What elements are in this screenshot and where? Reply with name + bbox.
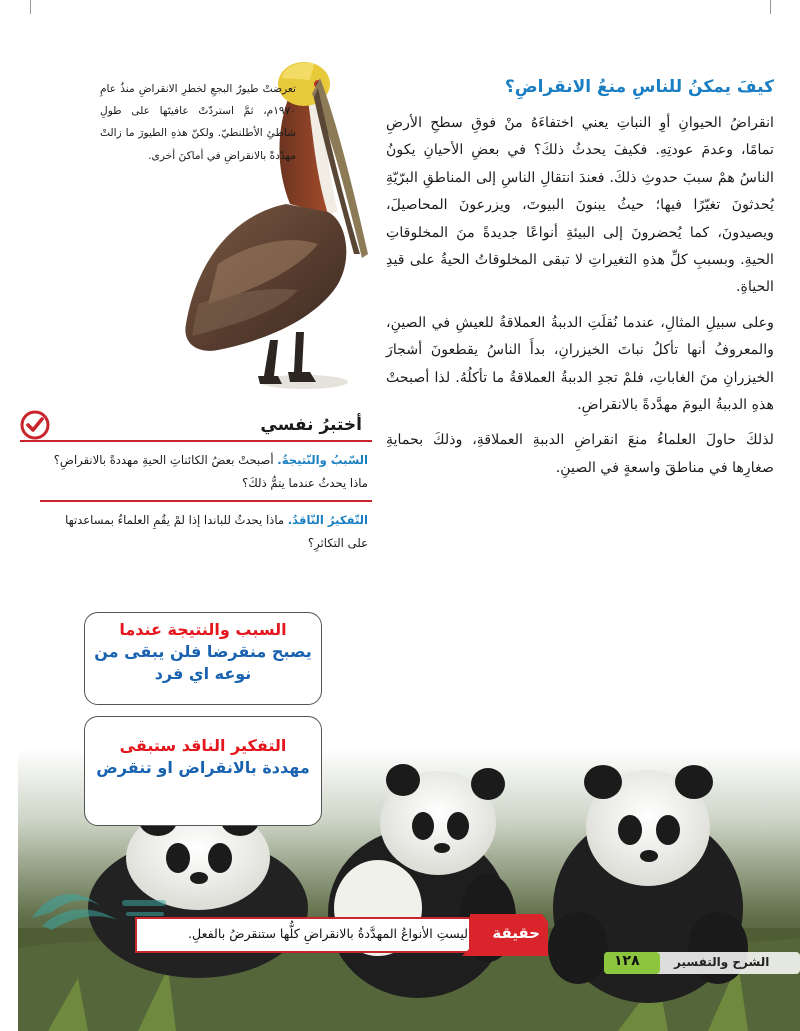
- crop-mark-left: [30, 0, 31, 14]
- question-cause-effect: [20, 442, 372, 500]
- question-2-label: التّفكيرُ النّاقدُ.: [287, 513, 368, 527]
- fact-label: حقيقة: [492, 924, 540, 942]
- article-paragraph-3: لذلكَ حاولَ العلماءُ منعَ انقراضِ الدببةِ العملاقةِ، وذلكَ بحمايةِ صغارِها في مناطقَ واسعةٍ في الصينِ.: [386, 432, 774, 476]
- answer-2-text: مهددة بالانقراض او تنقرض: [96, 758, 310, 777]
- page-footer: [604, 952, 800, 974]
- question-1-label: السّببُ والنّتيجةُ.: [277, 453, 368, 467]
- article-title: كيفَ يمكنُ للناسِ منعُ الانقراضِ؟: [504, 77, 774, 97]
- answer-box-critical-thinking: [84, 716, 322, 826]
- crop-mark-right: [770, 0, 771, 14]
- main-article: [386, 74, 774, 482]
- fact-banner: [132, 914, 548, 956]
- page-number: ١٢٨: [614, 953, 640, 969]
- self-check-title: أختبرُ نفسي: [260, 415, 362, 435]
- answer-box-cause-effect: [84, 612, 322, 705]
- question-critical-thinking: [20, 502, 372, 560]
- article-paragraph-2: وعلى سبيلِ المثالِ، عندما نُقلَتِ الدببةُ العملاقةُ للعيشِ في الصينِ، والمعروفُ أنها تأكلُ نباتَ الخيزرانِ، بدأَ الناسُ يقطعونَ أشجارَ الخيزرانِ منَ الغاباتِ، فلمْ تجدِ الدببةُ العملاقةُ ما تأكلُهُ. لذا أصبحتْ هذهِ الدببةُ اليومَ مهدَّدةً بالانقراضِ.: [386, 314, 774, 414]
- pelican-caption: تعرضتْ طيورُ البجعِ لخطرِ الانقراضِ منذُ عامِ ١٩٧٠م، ثمَّ استردّتْ عافيتَها على طولِ شاطئِ الأطلنطيّ. ولكنّ هذهِ الطيورَ ما زالتْ مهدّدةً بالانقراضِ في أماكنَ أخرى.: [100, 83, 296, 162]
- self-check-header: [20, 410, 372, 442]
- article-paragraph-1: انقراضُ الحيوانِ أوِ النباتِ يعني اختفاءَهُ منْ فوقِ سطحِ الأرضِ تمامًا، وعدمَ عودتِهِ. فكيفَ يحدثُ ذلكَ؟ في بعضِ الأحيانِ يكونُ الناسُ همْ سببَ حدوثِ ذلكَ. فعندَ انتقالِ الناسِ إلى المناطقِ البرّيّةِ يُحدثونَ تغيّرًا فيها؛ حيثُ يبنونَ البيوتَ، ويزرعونَ المحاصيلَ، ويصيدونَ، كما يُحضرونَ إلى البيئةِ أنواعًا جديدةً منَ المخلوقاتِ الحيةِ. وبسببِ كلِّ هذهِ التغيراتِ لا تبقى المخلوقاتُ الحيةُ على قيدِ الحياةِ.: [386, 115, 774, 296]
- answer-2-heading: التفكير الناقد ستبقى: [119, 736, 287, 755]
- question-2-text: ماذا يحدثُ للباندا إذا لمْ يقُمِ العلماءُ بمساعدتها على التكاثرِ؟: [65, 513, 368, 550]
- question-1-text: أصبحتْ بعضُ الكائناتِ الحيةِ مهددةً بالانقراضِ؟ ماذا يحدثُ عندما يتمُّ ذلكَ؟: [53, 453, 368, 490]
- self-check-box: [20, 410, 372, 560]
- fact-text: ليستِ الأنواعُ المهدَّدةُ بالانقراضِ كلُّها ستنقرضُ بالفعلِ.: [188, 926, 468, 941]
- answer-1-heading: السبب والنتيجة عندما: [119, 620, 287, 639]
- checkmark-icon: [20, 410, 50, 440]
- footer-section-title: الشرح والتفسير: [674, 955, 770, 969]
- answer-1-text: يصبح منقرضا فلن يبقى من نوعه اي فرد: [94, 642, 312, 683]
